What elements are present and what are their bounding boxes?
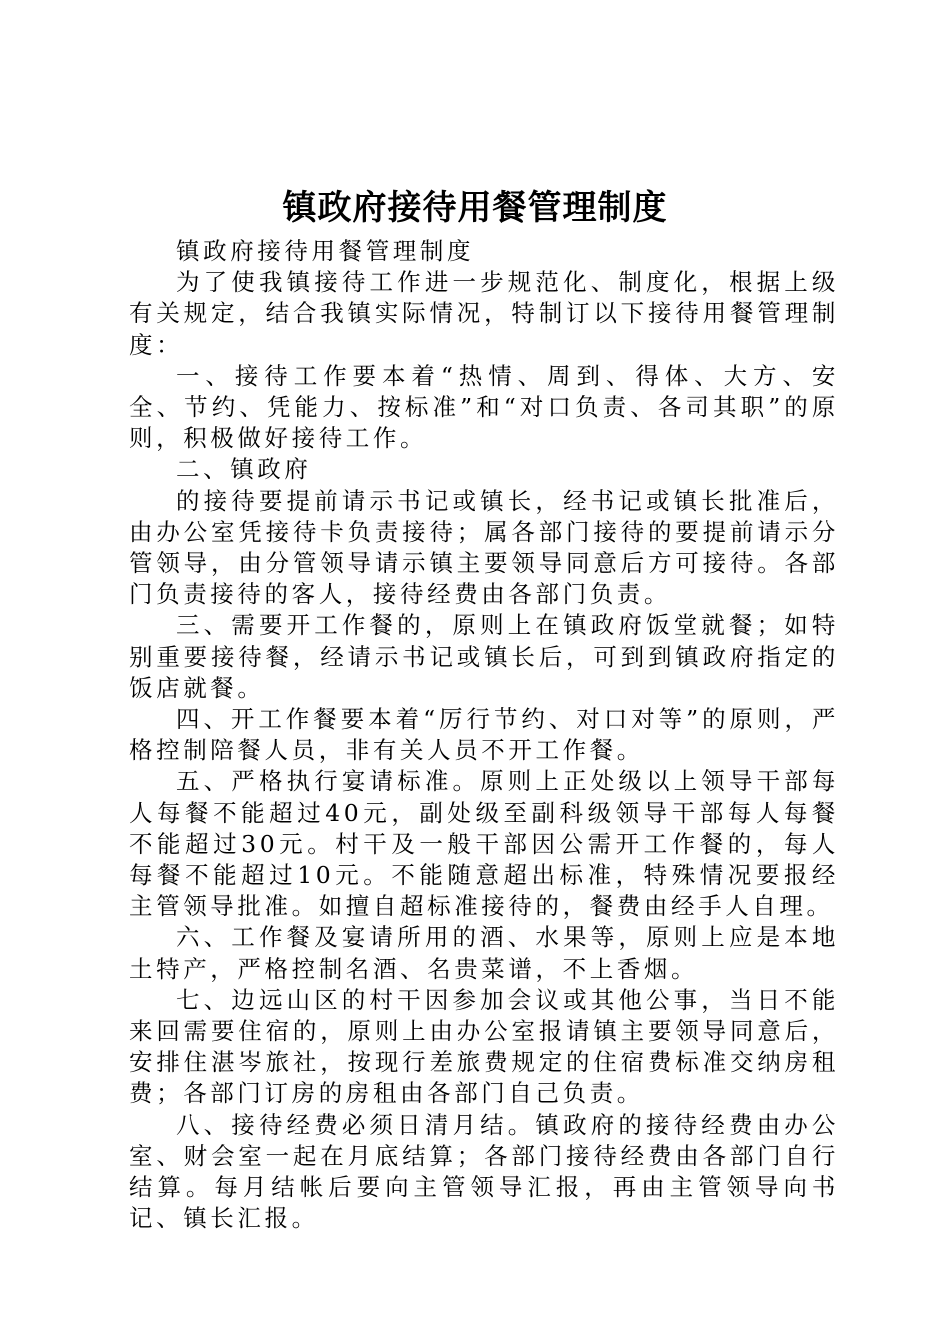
paragraph-item-5: 五、严格执行宴请标准。原则上正处级以上领导干部每人每餐不能超过40元，副处级至副科级领导干部每人每餐不能超过30元。村干及一般干部因公需开工作餐的，每人每餐不能超过10元。不能随意超出标准，特殊情况要报经主管领导批准。如擅自超标准接待的，餐费由经手人自理。 (129, 767, 839, 921)
paragraph-item-4: 四、开工作餐要本着“厉行节约、对口对等”的原则，严格控制陪餐人员，非有关人员不开工作餐。 (129, 705, 839, 765)
document-title: 镇政府接待用餐管理制度 (282, 188, 668, 228)
paragraph-item-8: 八、接待经费必须日清月结。镇政府的接待经费由办公室、财会室一起在月底结算；各部门接待经费由各部门自行结算。每月结帐后要向主管领导汇报，再由主管领导向书记、镇长汇报。 (129, 1110, 839, 1233)
paragraph-item-6: 六、工作餐及宴请所用的酒、水果等，原则上应是本地土特产，严格控制名酒、名贵菜谱，不上香烟。 (129, 923, 839, 983)
paragraph-item-2-heading: 二、镇政府 (176, 455, 312, 484)
paragraph-intro: 为了使我镇接待工作进一步规范化、制度化，根据上级有关规定，结合我镇实际情况，特制订以下接待用餐管理制度： (129, 268, 839, 359)
document-body (129, 236, 839, 1235)
paragraph-item-7: 七、边远山区的村干因参加会议或其他公事，当日不能来回需要住宿的，原则上由办公室报请镇主要领导同意后，安排住湛岑旅社，按现行差旅费规定的住宿费标准交纳房租费；各部门订房的房租由各部门自己负责。 (129, 985, 839, 1108)
paragraph-item-3: 三、需要开工作餐的，原则上在镇政府饭堂就餐；如特别重要接待餐，经请示书记或镇长后，可到到镇政府指定的饭店就餐。 (129, 611, 839, 702)
paragraph-item-1: 一、接待工作要本着“热情、周到、得体、大方、安全、节约、凭能力、按标准”和“对口负责、各司其职”的原则，积极做好接待工作。 (129, 361, 839, 453)
paragraph-subtitle: 镇政府接待用餐管理制度 (176, 237, 475, 265)
paragraph-item-2-body: 的接待要提前请示书记或镇长，经书记或镇长批准后，由办公室凭接待卡负责接待；属各部门接待的要提前请示分管领导，由分管领导请示镇主要领导同意后方可接待。各部门负责接待的客人，接待经费由各部门负责。 (129, 486, 839, 609)
